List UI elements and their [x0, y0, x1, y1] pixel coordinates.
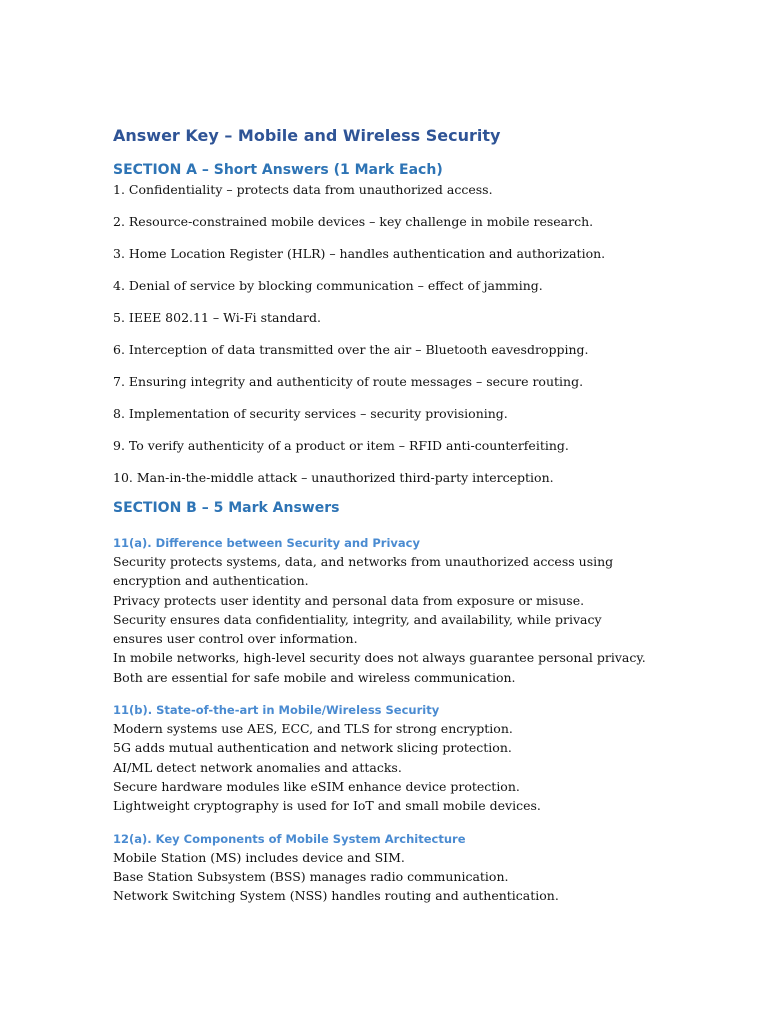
answer-item: 10. Man-in-the-middle attack – unauthorized third-party interception.: [113, 470, 554, 485]
answer-item: 3. Home Location Register (HLR) – handles authentication and authorization.: [113, 246, 606, 261]
section-a-answer-list: [113, 182, 653, 486]
answer-line: 5G adds mutual authentication and network slicing protection.: [113, 740, 512, 756]
answer-line: Lightweight cryptography is used for IoT and small mobile devices.: [113, 798, 541, 814]
answer-block-11a: [113, 534, 653, 687]
answer-line: Mobile Station (MS) includes device and SIM.: [113, 849, 405, 865]
answer-line: Security protects systems, data, and networks from unauthorized access using encryption and authentication.: [113, 554, 614, 589]
answer-block-12a: [113, 830, 653, 906]
answer-line: Modern systems use AES, ECC, and TLS for strong encryption.: [113, 721, 513, 737]
answer-line: Both are essential for safe mobile and wireless communication.: [113, 669, 516, 685]
answer-item: 1. Confidentiality – protects data from unauthorized access.: [113, 182, 493, 197]
document-title: Answer Key – Mobile and Wireless Security: [113, 126, 501, 145]
section-b-heading: SECTION B – 5 Mark Answers: [113, 500, 340, 516]
answer-item: 6. Interception of data transmitted over the air – Bluetooth eavesdropping.: [113, 342, 589, 357]
question-heading: 11(b). State-of-the-art in Mobile/Wireless Security: [113, 703, 440, 718]
answer-block-11b: [113, 701, 653, 815]
answer-item: 5. IEEE 802.11 – Wi-Fi standard.: [113, 310, 321, 325]
document-content: [113, 124, 653, 905]
answer-item: 8. Implementation of security services – security provisioning.: [113, 406, 508, 421]
answer-line: Security ensures data confidentiality, integrity, and availability, while privacy ensures user control over information.: [113, 611, 602, 647]
question-heading: 11(a). Difference between Security and Privacy: [113, 536, 420, 550]
answer-item: 2. Resource-constrained mobile devices – key challenge in mobile research.: [113, 214, 594, 229]
answer-line: Secure hardware modules like eSIM enhance device protection.: [113, 778, 520, 794]
answer-line: Privacy protects user identity and personal data from exposure or misuse.: [113, 592, 585, 608]
answer-line: In mobile networks, high-level security does not always guarantee personal privacy.: [113, 650, 646, 666]
answer-item: 4. Denial of service by blocking communication – effect of jamming.: [113, 278, 543, 293]
answer-item: 7. Ensuring integrity and authenticity of route messages – secure routing.: [113, 374, 584, 389]
answer-item: 9. To verify authenticity of a product or item – RFID anti-counterfeiting.: [113, 438, 569, 453]
answer-line: Network Switching System (NSS) handles routing and authentication.: [113, 888, 559, 904]
section-a-heading: SECTION A – Short Answers (1 Mark Each): [113, 162, 443, 178]
answer-line: Base Station Subsystem (BSS) manages radio communication.: [113, 868, 509, 884]
question-heading: 12(a). Key Components of Mobile System Architecture: [113, 831, 466, 846]
answer-line: AI/ML detect network anomalies and attacks.: [113, 759, 402, 775]
